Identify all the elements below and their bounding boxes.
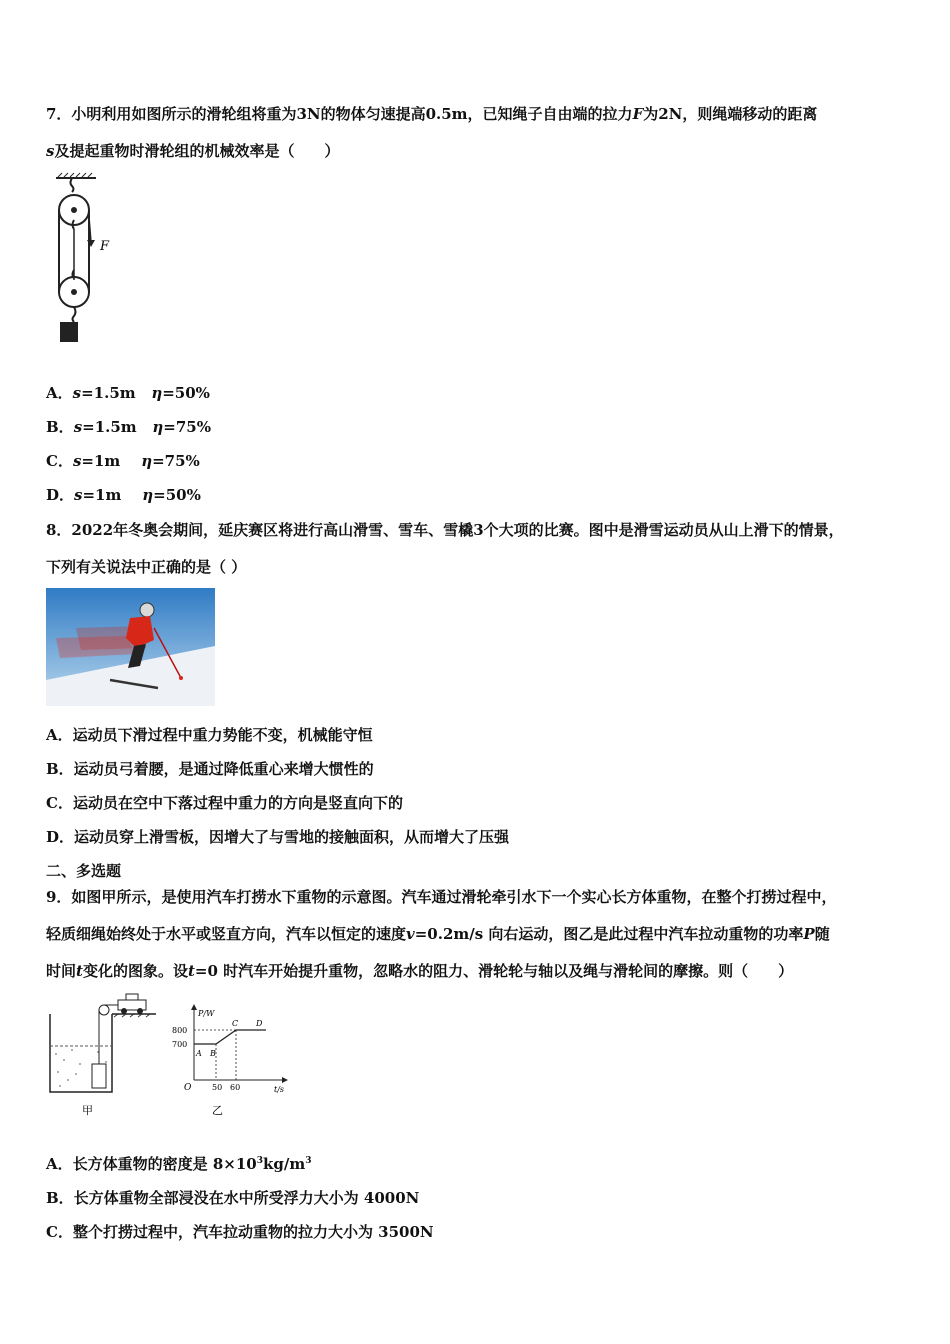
q9-var-P: P (803, 925, 815, 943)
pulley (99, 1005, 109, 1015)
q8-line1: 8．2022年冬奥会期间，延庆赛区将进行高山滑雪、雪车、雪橇3个大项的比赛。图中是滑雪运动员从山上滑下的情景， (46, 521, 844, 539)
x-axis-label: t/s (274, 1085, 285, 1094)
q7-line2 (46, 140, 339, 161)
helmet (140, 603, 154, 617)
movable-pulley-axle (71, 289, 77, 295)
q9-line3: 时间t变化的图象。设t=0 时汽车开始提升重物，忽略水的阻力、滑轮轮与轴以及绳与滑轮间的摩擦。则（ ） (46, 962, 794, 980)
skier-photo (46, 588, 215, 706)
q8-option-d[interactable]: D．运动员穿上滑雪板，因增大了与雪地的接触面积，从而增大了压强 (46, 828, 510, 846)
x-axis-arrow (282, 1077, 288, 1083)
pulley-figure (50, 172, 120, 347)
q7-var-F: F (632, 105, 644, 123)
y-axis-label: P/W (198, 1009, 215, 1018)
point-B: B (210, 1049, 216, 1058)
force-label: F (100, 239, 110, 254)
hook (73, 307, 76, 322)
ceiling-hatch (58, 173, 92, 177)
cuboid-weight (92, 1064, 106, 1088)
y-axis-arrow (191, 1004, 197, 1010)
hook (71, 178, 74, 192)
fixed-pulley-axle (71, 207, 77, 213)
power-curve (194, 1030, 266, 1044)
car-cabin (126, 994, 138, 1000)
q9-var-t: t (76, 962, 83, 980)
tick-60: 60 (230, 1083, 241, 1092)
point-C: C (232, 1019, 239, 1028)
q7-text: 7．小明利用如图所示的滑轮组将重为3N的物体匀速提高0.5m，已知绳子自由端的拉力 (46, 105, 633, 123)
weight-block (60, 322, 78, 342)
figure-label-yi: 乙 (212, 1104, 223, 1117)
origin-label: O (184, 1083, 192, 1093)
q7-option-a[interactable]: A．s=1.5m η=50% (46, 384, 210, 402)
q9-line1: 9．如图甲所示，是使用汽车打捞水下重物的示意图。汽车通过滑轮牵引水下一个实心长方体重物，在整个打捞过程中， (46, 888, 837, 906)
figure-label-jia: 甲 (82, 1104, 93, 1117)
car-wheel (137, 1008, 143, 1014)
q9-option-c[interactable]: C．整个打捞过程中，汽车拉动重物的拉力大小为 3500N (46, 1223, 434, 1241)
q7-line1 (46, 103, 817, 124)
q7-text: 及提起重物时滑轮组的机械效率是（ ） (54, 142, 340, 160)
car-body (118, 1000, 146, 1010)
q7-option-c[interactable]: C．s=1m η=75% (46, 452, 200, 470)
q7-var-s: s (46, 142, 55, 160)
q9-line2: 轻质细绳始终处于水平或竖直方向，汽车以恒定的速度v=0.2m/s 向右运动，图乙是此过程中汽车拉动重物的功率P随 (46, 925, 830, 943)
q7-text: 为2N，则绳端移动的距离 (643, 105, 818, 123)
figure-yi-graph (170, 1004, 290, 1120)
point-D: D (256, 1019, 263, 1028)
tick-50: 50 (212, 1083, 223, 1092)
car-wheel (121, 1008, 127, 1014)
q8-option-b[interactable]: B．运动员弓着腰，是通过降低重心来增大惯性的 (46, 760, 374, 778)
q9-var-t: t (187, 962, 195, 980)
tick-800: 800 (172, 1026, 188, 1035)
point-A: A (196, 1049, 202, 1058)
q7-option-d[interactable]: D．s=1m η=50% (46, 486, 201, 504)
tick-700: 700 (172, 1040, 188, 1049)
q8-line2: 下列有关说法中正确的是（ ） (46, 558, 247, 576)
q9-option-a[interactable]: A．长方体重物的密度是 $8\times 10^3kg/m^3$ (46, 1155, 312, 1173)
section-heading: 二、多选题 (46, 862, 122, 880)
q9-option-b[interactable]: B．长方体重物全部浸没在水中所受浮力大小为 4000N (46, 1189, 420, 1207)
figure-jia (46, 992, 158, 1118)
q9-var-v: v (406, 925, 415, 943)
q7-option-b[interactable]: B．s=1.5m η=75% (46, 418, 211, 436)
q8-option-c[interactable]: C．运动员在空中下落过程中重力的方向是竖直向下的 (46, 794, 403, 812)
q8-option-a[interactable]: A．运动员下滑过程中重力势能不变，机械能守恒 (46, 726, 373, 744)
pole-tip (179, 676, 183, 680)
